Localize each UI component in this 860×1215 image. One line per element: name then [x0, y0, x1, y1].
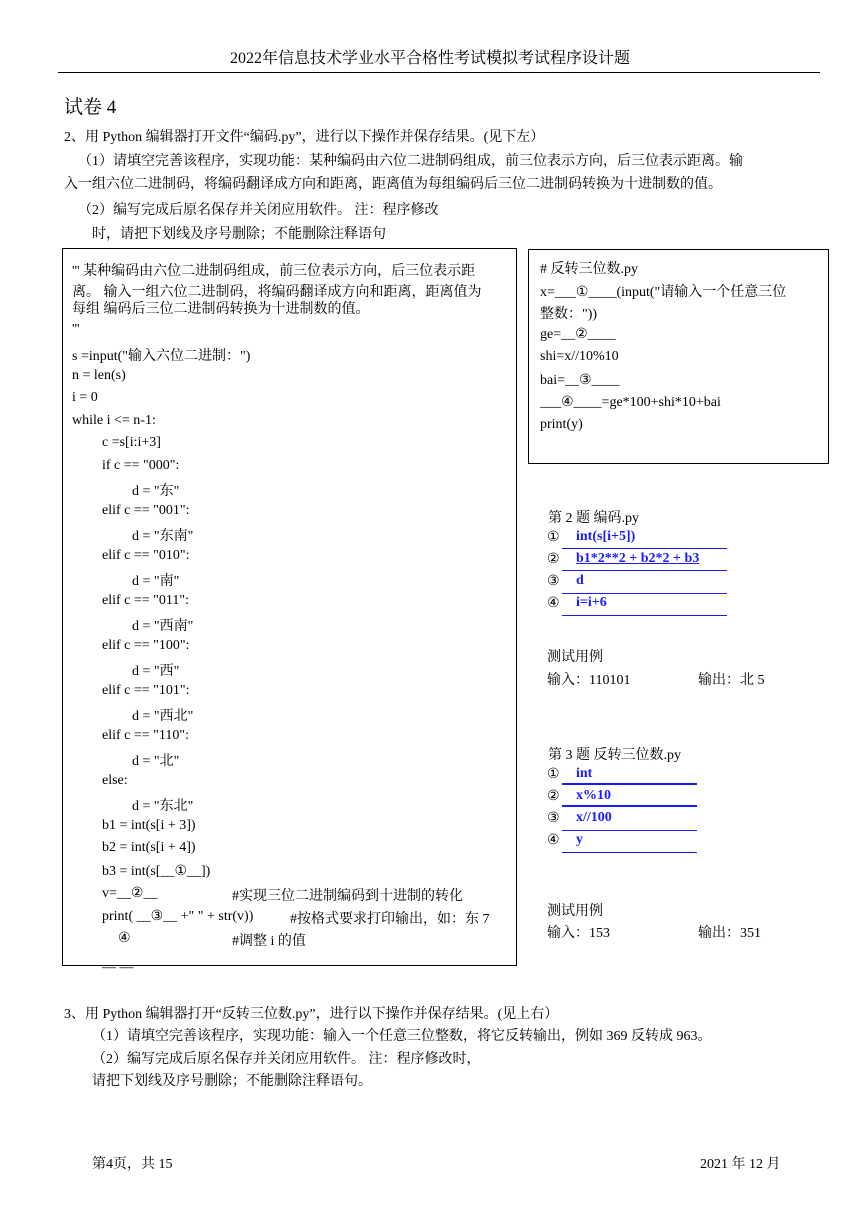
q2-line1: 2、用 Python 编辑器打开文件“编码.py”，进行以下操作并保存结果。(见下左） [64, 130, 545, 145]
test-q3-input: 输入：153 [547, 926, 610, 941]
code-line: d = "东" [132, 484, 180, 499]
test-q2-output: 输出：北 5 [698, 673, 765, 688]
q3-line4: 请把下划线及序号删除；不能删除注释语句。 [92, 1074, 372, 1089]
answer-text: int [576, 766, 593, 781]
answer-underline [562, 830, 697, 831]
code-comment-3: 每组 编码后三位二进制码转换为十进制数的值。 [72, 302, 370, 317]
answer-text: x%10 [576, 788, 611, 803]
code-line: elif c == "110": [102, 728, 189, 743]
answer-mark: ② [547, 789, 560, 804]
answer-text: int(s[i+5]) [576, 529, 636, 544]
code-line: d = "南" [132, 574, 180, 589]
code-line: ge=__②____ [540, 327, 616, 342]
paper-title: 试卷 4 [64, 97, 117, 118]
answer-text: y [576, 832, 583, 847]
q2-line5: 时，请把下划线及序号删除；不能删除注释语句 [92, 227, 386, 242]
q3-line1: 3、用 Python 编辑器打开“反转三位数.py”，进行以下操作并保存结果。(见上右） [64, 1007, 559, 1022]
code-comment: #按格式要求打印输出，如：东 7 [290, 912, 490, 927]
code-line: d = "东南" [132, 529, 194, 544]
code-line: elif c == "100": [102, 638, 190, 653]
answer-underline [562, 615, 727, 616]
code-comment: #调整 i 的值 [232, 934, 306, 949]
code-line: ④ [118, 931, 131, 946]
test-q3-title: 测试用例 [547, 902, 603, 918]
code-line: d = "东北" [132, 799, 194, 814]
answer-mark: ③ [547, 574, 560, 589]
answer-underline [562, 852, 697, 853]
answers-q3-title: 第 3 题 反转三位数.py [548, 748, 681, 763]
test-q2-title: 测试用例 [547, 648, 603, 664]
answer-text: i=i+6 [576, 595, 607, 610]
answer-mark: ④ [547, 596, 560, 611]
code-comment: #实现三位二进制编码到十进制的转化 [232, 889, 463, 904]
answer-underline [562, 593, 727, 594]
answer-underline [562, 805, 697, 807]
code-line: d = "北" [132, 754, 180, 769]
code-line: x=___①____(input("请输入一个任意三位 [540, 285, 787, 300]
code-comment-1: ''' 某种编码由六位二进制码组成，前三位表示方向，后三位表示距 [72, 264, 476, 279]
q3-line3: （2）编写完成后原名保存并关闭应用软件。 注：程序修改时， [92, 1052, 481, 1067]
answer-text: x//100 [576, 810, 612, 825]
code-line: c =s[i:i+3] [102, 435, 161, 450]
footer-date: 2021 年 12 月 [700, 1157, 781, 1172]
q2-line4: （2）编写完成后原名保存并关闭应用软件。 注：程序修改 [78, 203, 439, 218]
code-line: d = "西南" [132, 619, 194, 634]
answer-mark: ② [547, 552, 560, 567]
code-line: d = "西北" [132, 709, 194, 724]
header-title: 2022年信息技术学业水平合格性考试模拟考试程序设计题 [229, 50, 630, 67]
code-line: i = 0 [72, 390, 98, 405]
answer-underline [562, 570, 727, 571]
code-comment-2: 离。 输入一组六位二进制码，将编码翻译成方向和距离，距离值为 [72, 285, 482, 300]
code-line: b3 = int(s[__①__]) [102, 864, 211, 879]
answer-mark: ① [547, 767, 560, 782]
code-line: print(y) [540, 417, 583, 432]
q2-line3: 入一组六位二进制码，将编码翻译成方向和距离，距离值为每组编码后三位二进制码转换为十进制数的值。 [64, 177, 722, 192]
code-line: elif c == "010": [102, 548, 190, 563]
test-q2-input: 输入：110101 [547, 673, 631, 688]
code-comment-end: ''' [72, 322, 80, 337]
q2-line2: （1）请填空完善该程序，实现功能：某种编码由六位二进制码组成，前三位表示方向，后三位表示距离。输 [78, 154, 743, 169]
code-line: shi=x//10%10 [540, 349, 619, 364]
test-q3-output: 输出：351 [698, 926, 761, 941]
answer-text: b1*2**2 + b2*2 + b3 [576, 551, 700, 566]
code-line: ___④____=ge*100+shi*10+bai [540, 395, 721, 410]
answer-text: d [576, 573, 584, 588]
code-line: elif c == "011": [102, 593, 189, 608]
code-line: 整数：")) [540, 307, 598, 322]
code-line: b1 = int(s[i + 3]) [102, 818, 196, 833]
footer-page: 第4页，共 15 [92, 1157, 173, 1172]
answer-mark: ④ [547, 833, 560, 848]
header-rule [58, 72, 820, 73]
answer-underline [562, 783, 697, 785]
code-line: else: [102, 773, 128, 788]
code-line: d = "西" [132, 664, 180, 679]
code-line: elif c == "101": [102, 683, 190, 698]
code-line: s =input("输入六位二进制：") [72, 349, 251, 364]
code-line: v=__②__ [102, 886, 158, 901]
code-line: b2 = int(s[i + 4]) [102, 840, 196, 855]
code-line: elif c == "001": [102, 503, 190, 518]
code-line: n = len(s) [72, 368, 126, 383]
answers-q2-title: 第 2 题 编码.py [548, 511, 639, 526]
code-line: if c == "000": [102, 458, 180, 473]
answer-mark: ① [547, 530, 560, 545]
code-line: # 反转三位数.py [540, 262, 638, 277]
code-line: bai=__③____ [540, 373, 620, 388]
answer-underline [562, 548, 727, 549]
code-line: print( __③__ +" " + str(v)) [102, 909, 254, 924]
code-line: while i <= n-1: [72, 413, 156, 428]
answer-mark: ③ [547, 811, 560, 826]
q3-line2: （1）请填空完善该程序，实现功能：输入一个任意三位整数，将它反转输出，例如 369 反转成 963。 [92, 1029, 712, 1044]
code-line: — — [102, 960, 134, 975]
